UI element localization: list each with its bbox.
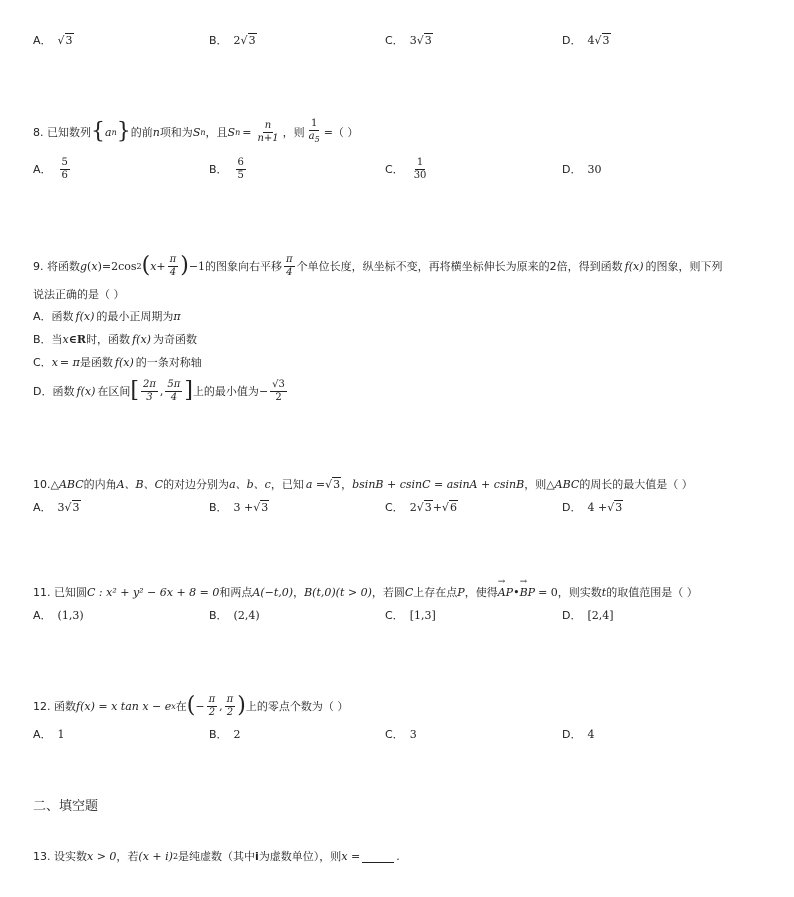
answer-blank[interactable] <box>362 850 394 863</box>
q11-options <box>33 603 773 627</box>
q12-option-c[interactable]: C． 3 <box>385 727 417 741</box>
q10-option-c[interactable]: C． 2 √3 + √6 <box>385 500 457 514</box>
q9-option-d[interactable]: D．函数 f(x) 在区间 [ $\frac{2\pi}{3}$ , $\frac{5\pi}{4}$ ] 上的最小值为 − $\frac{√3}{2}$ <box>33 378 285 403</box>
q12-option-b[interactable]: B． 2 <box>209 727 241 741</box>
q10-option-b[interactable]: B． 3 + √3 <box>209 500 269 514</box>
q12-option-d[interactable]: D． 4 <box>562 727 595 741</box>
q8-option-c[interactable]: C． $\frac{1}{30}$ <box>385 156 427 181</box>
sqrt: √3 <box>57 33 73 47</box>
q9-option-c[interactable]: C． x = π 是函数 f(x) 的一条对称轴 <box>33 355 202 369</box>
q8-option-a[interactable]: A． $\frac{5}{6}$ <box>33 156 68 181</box>
fraction: $\frac{1}{a_5}$ <box>308 118 320 144</box>
q8-option-d[interactable]: D． 30 <box>562 162 602 176</box>
q12-option-a[interactable]: A． 1 <box>33 727 65 741</box>
q7-option-d[interactable]: D． 4 √3 <box>562 33 610 47</box>
q7-option-b[interactable]: B． 2 √3 <box>209 33 256 47</box>
fraction: $\frac{n}{n+1}$ <box>257 119 279 144</box>
q8-option-b[interactable]: B． $\frac{6}{5}$ <box>209 156 244 181</box>
q9-option-a[interactable]: A．函数 f(x) 的最小正周期为 π <box>33 309 181 323</box>
q11-stem: 11. 已知圆 C : x² + y² − 6x + 8 = 0 和两点 A(−t,0) ， B(t,0)(t > 0) ，若圆 C 上存在点 P ，使得 → AP • → BP = 0 ，则实数 t 的取值范围是（ ） <box>33 578 773 606</box>
q8-stem: 8. 已知数列 { a n } 的前 n 项和为 S n ，且 S n = $\frac{n}{n+1}$ ，则 $\frac{1}{a_5}$ =（ ） <box>33 118 359 144</box>
q11-option-c[interactable]: C． [1,3] <box>385 608 436 622</box>
q10-stem: 10. △ABC 的内角 A、B、C 的对边分别为 a、b、c ，已知 a = √3 ， bsinB + csinC = asinA + csinB ，则 △ABC 的周长的最大值是（ ） <box>33 477 693 491</box>
q11-option-a[interactable]: A． (1,3) <box>33 608 84 622</box>
q7-option-a[interactable]: A． √3 <box>33 33 73 47</box>
q10-options <box>33 495 773 519</box>
q10-option-d[interactable]: D． 4 + √3 <box>562 500 623 514</box>
q12-options <box>33 722 773 746</box>
q8-options <box>33 155 773 183</box>
q7-options <box>33 28 773 52</box>
q13-stem: 13. 设实数 x > 0 ，若 (x + i) 2 是纯虚数（其中 i 为虚数单位），则 x = . <box>33 849 400 863</box>
q9-stem-line2: 说法正确的是（ ） <box>33 288 125 301</box>
q11-option-b[interactable]: B． (2,4) <box>209 608 260 622</box>
q12-stem: 12. 函数 f(x) = x tan x − e x 在 ( − $\frac{\pi}{2}$ , $\frac{\pi}{2}$ ) 上的零点个数为（ ） <box>33 693 349 718</box>
q9-option-b[interactable]: B．当 x ∈R 时，函数 f(x) 为奇函数 <box>33 332 197 346</box>
q9-stem: 9. 将函数 g ( x ) =2cos 2 ( x + $\frac{\pi}{4}$ ) −1 的图象向右平移 $\frac{\pi}{4}$ 个单位长度，纵坐标不变，再将横坐标伸长为原来的2倍，得到函数 f(x) 的图象，则下列 <box>33 253 723 278</box>
q11-option-d[interactable]: D． [2,4] <box>562 608 614 622</box>
q7-option-c[interactable]: C． 3 √3 <box>385 33 432 47</box>
section-heading: 二、填空题 <box>33 799 99 814</box>
q10-option-a[interactable]: A． 3 √3 <box>33 500 80 514</box>
